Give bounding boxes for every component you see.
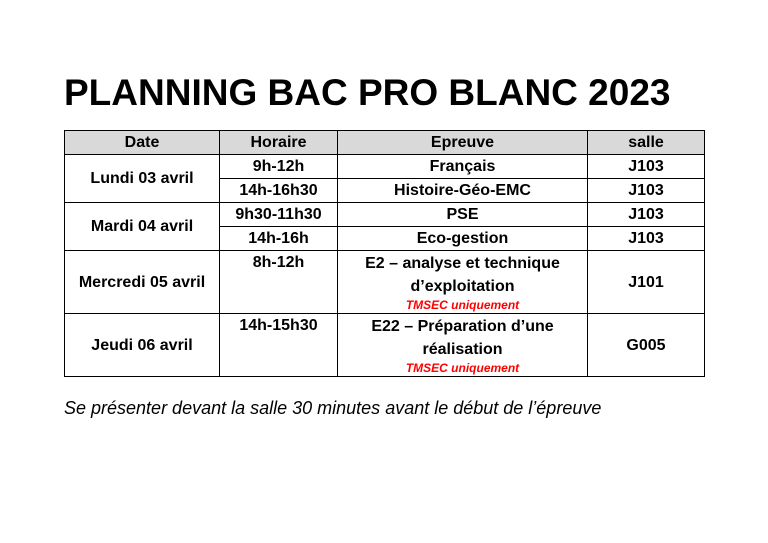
horaire-cell: 8h-12h [220,251,338,314]
epreuve-line: d’exploitation [410,278,515,295]
epreuve-cell [338,314,588,377]
horaire-cell: 9h30-11h30 [220,203,338,227]
horaire-cell: 14h-15h30 [220,314,338,377]
header-epreuve: Epreuve [338,131,588,155]
date-cell: Mardi 04 avril [65,203,220,251]
epreuve-cell: Histoire-Géo-EMC [338,179,588,203]
schedule-table [64,130,705,377]
horaire-cell: 9h-12h [220,155,338,179]
horaire-cell: 14h-16h [220,227,338,251]
epreuve-cell [338,251,588,314]
table-row [65,251,705,314]
salle-cell: G005 [588,314,705,377]
table-row [65,203,705,227]
epreuve-line: E22 – Préparation d’une [371,318,554,335]
table-row [65,314,705,377]
salle-cell: J103 [588,203,705,227]
note-text: TMSEC uniquement [405,361,520,375]
epreuve-line: E2 – analyse et technique [365,255,560,272]
epreuve-cell: PSE [338,203,588,227]
horaire-cell: 14h-16h30 [220,179,338,203]
header-date: Date [65,131,220,155]
note-text: TMSEC uniquement [405,298,520,312]
salle-cell: J103 [588,155,705,179]
epreuve-cell: Eco-gestion [338,227,588,251]
salle-cell: J103 [588,227,705,251]
header-salle: salle [588,131,705,155]
table-row [65,155,705,179]
epreuve-line: réalisation [422,341,503,358]
salle-cell: J101 [588,251,705,314]
date-cell: Jeudi 06 avril [65,314,220,377]
header-horaire: Horaire [220,131,338,155]
date-cell: Mercredi 05 avril [65,251,220,314]
date-cell: Lundi 03 avril [65,155,220,203]
footer-note: Se présenter devant la salle 30 minutes avant le début de l’épreuve [64,398,602,418]
table-header-row [65,131,705,155]
epreuve-cell: Français [338,155,588,179]
page-title: PLANNING BAC PRO BLANC 2023 [64,72,671,113]
salle-cell: J103 [588,179,705,203]
